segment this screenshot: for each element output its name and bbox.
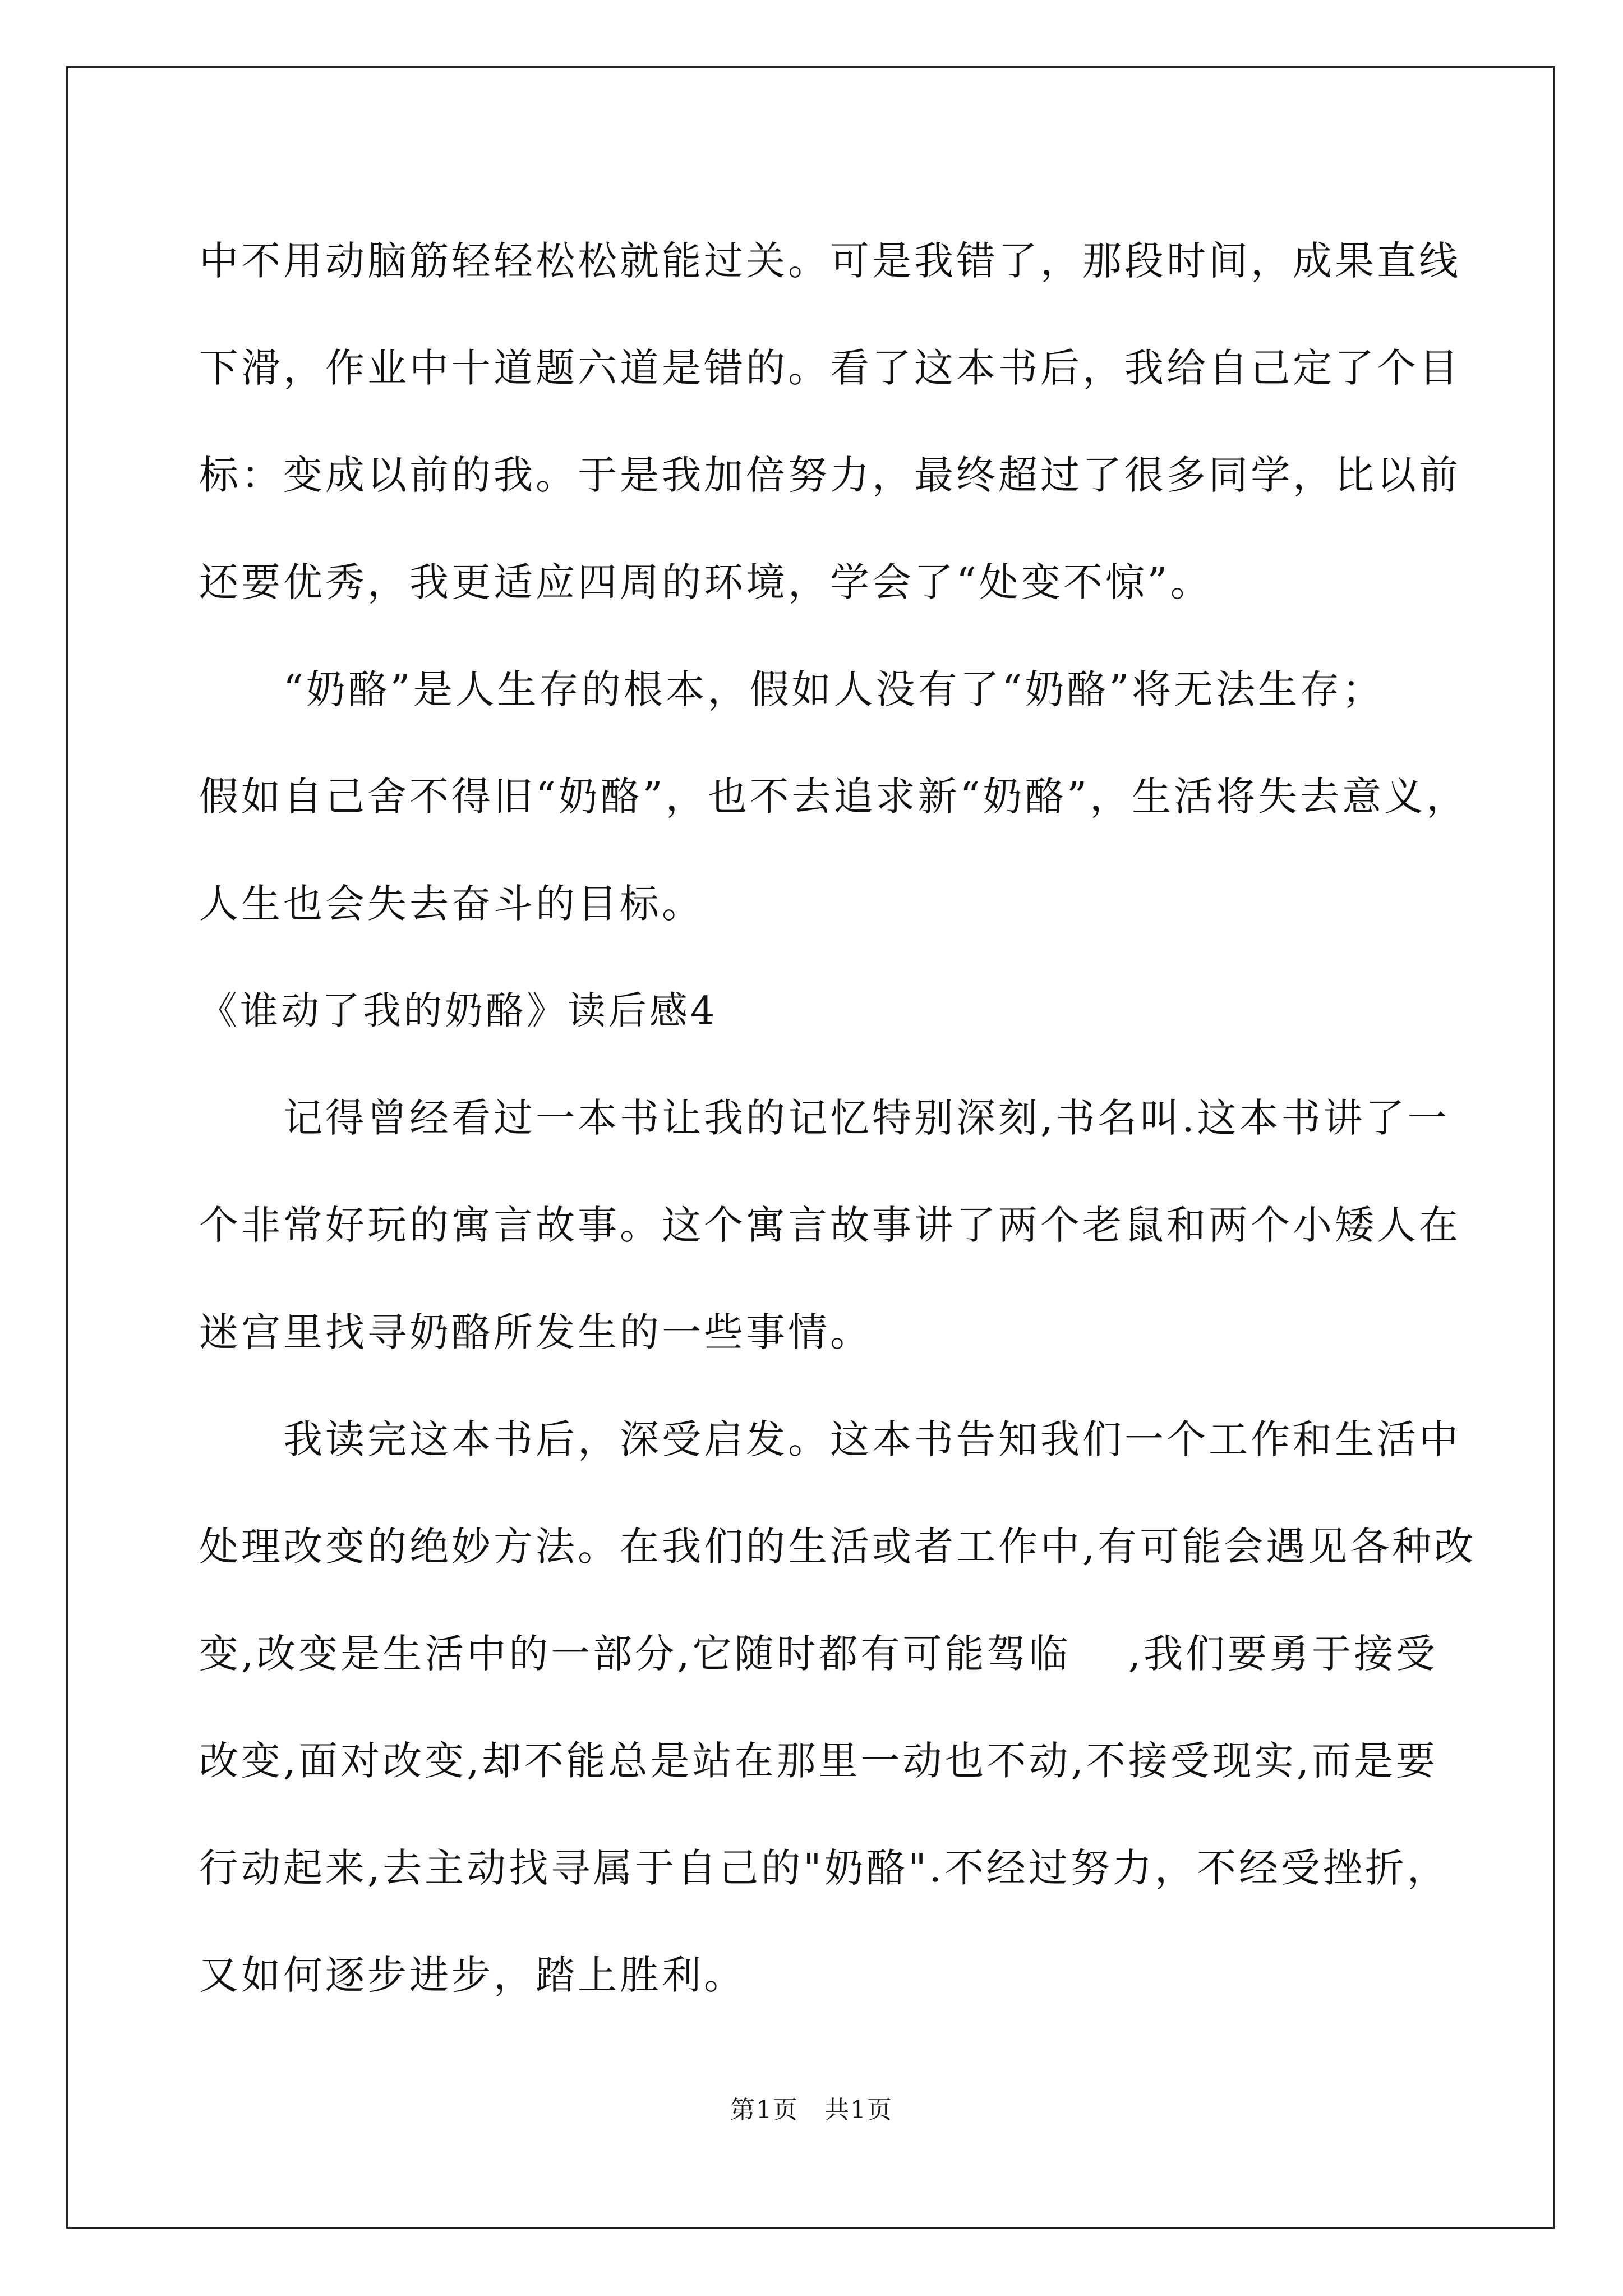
text-line: “奶酪”是人生存的根本，假如人没有了“奶酪”将无法生存； <box>283 666 1385 712</box>
text-line: 标：变成以前的我。于是我加倍努力，最终超过了很多同学，比以前 <box>199 452 1461 498</box>
text-line: 又如何逐步进步，踏上胜利。 <box>199 1952 746 1998</box>
text-line: 行动起来,去主动找寻属于自己的"奶酪".不经过努力，不经受挫折， <box>199 1845 1449 1891</box>
section-heading: 《谁动了我的奶酪》读后感4 <box>199 989 718 1033</box>
text-line: 记得曾经看过一本书让我的记忆特别深刻,书名叫.这本书讲了一 <box>283 1095 1450 1141</box>
text-line: 假如自己舍不得旧“奶酪”，也不去追求新“奶酪”，生活将失去意义， <box>199 774 1469 820</box>
text-line: 还要优秀，我更适应四周的环境，学会了“处变不惊”。 <box>199 559 1212 605</box>
document-body <box>199 208 1477 2029</box>
text-line: 下滑，作业中十道题六道是错的。看了这本书后，我给自己定了个目 <box>199 345 1461 391</box>
text-line: 个非常好玩的寓言故事。这个寓言故事讲了两个老鼠和两个小矮人在 <box>199 1202 1461 1248</box>
text-line: 变,改变是生活中的一部分,它随时都有可能驾临 ,我们要勇于接受 <box>199 1631 1438 1677</box>
text-line: 迷宫里找寻奶酪所发生的一些事情。 <box>199 1309 872 1355</box>
text-line: 中不用动脑筋轻轻松松就能过关。可是我错了，那段时间，成果直线 <box>199 238 1461 284</box>
text-line: 我读完这本书后，深受启发。这本书告知我们一个工作和生活中 <box>283 1416 1461 1462</box>
text-line: 人生也会失去奋斗的目标。 <box>199 881 704 927</box>
text-line: 改变,面对改变,却不能总是站在那里一动也不动,不接受现实,而是要 <box>199 1738 1438 1784</box>
page-footer: 第1页 共1页 <box>730 2096 893 2124</box>
text-line: 处理改变的绝妙方法。在我们的生活或者工作中,有可能会遇见各种改 <box>199 1524 1477 1570</box>
